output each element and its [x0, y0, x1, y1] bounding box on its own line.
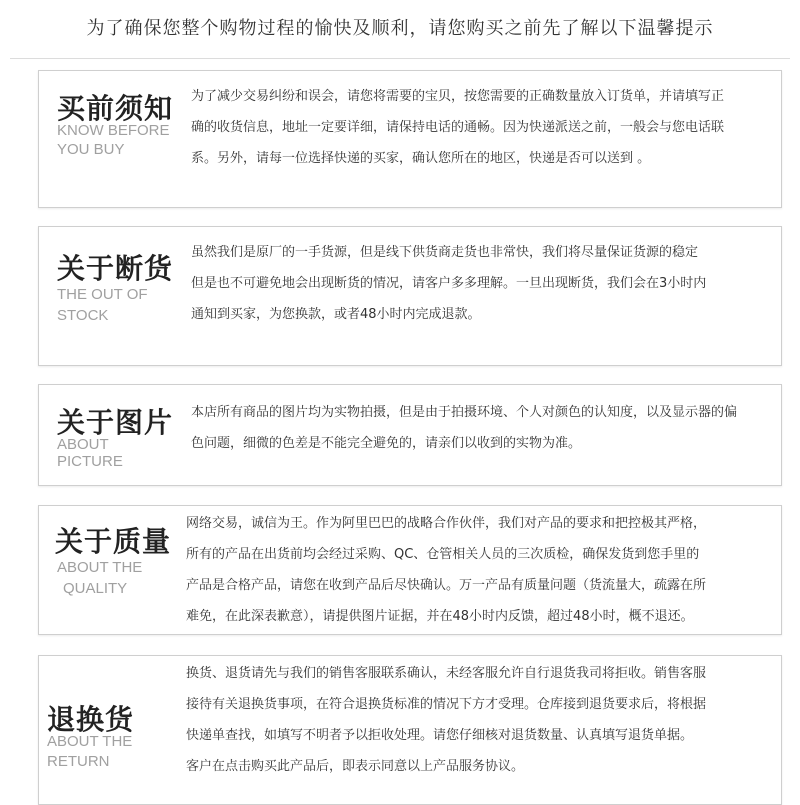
body-line: 为了减少交易纠纷和误会，请您将需要的宝贝，按您需要的正确数量放入订货单，并请填写正: [191, 89, 725, 104]
section-about-picture: [38, 384, 782, 486]
section-body: [191, 81, 765, 174]
header-divider: [10, 58, 790, 59]
section-subtitle-line-1: ABOUT THE: [47, 733, 133, 750]
page-header-notice: 为了确保您整个购物过程的愉快及顺利，请您购买之前先了解以下温馨提示: [86, 18, 714, 39]
section-title: 关于断货: [57, 252, 174, 285]
body-line: 难免，在此深表歉意），请提供图片证据，并在48小时内反馈，超过48小时，概不退还。: [186, 609, 694, 624]
body-line: 换货、退货请先与我们的销售客服联系确认，未经客服允许自行退货我司将拒收。销售客服: [186, 666, 707, 681]
section-body: [186, 658, 765, 782]
body-line: 色问题，细微的色差是不能完全避免的，请亲们以收到的实物为准。: [191, 436, 582, 451]
body-line: 客户在点击购买此产品后，即表示同意以上产品服务协议。: [186, 759, 525, 774]
section-subtitle-line-2: RETURN: [47, 753, 110, 770]
section-subtitle-line-2: STOCK: [57, 307, 109, 324]
section-title: 关于图片: [57, 406, 174, 439]
body-line: 所有的产品在出货前均会经过采购、QC、仓管相关人员的三次质检，确保发货到您手里的: [186, 547, 700, 562]
body-line: 虽然我们是原厂的一手货源，但是线下供货商走货也非常快，我们将尽量保证货源的稳定: [191, 245, 699, 260]
section-subtitle-line-1: ABOUT THE: [57, 559, 143, 576]
section-subtitle-line-2: QUALITY: [63, 580, 128, 597]
section-about-return: [38, 655, 782, 805]
body-line: 系。另外，请每一位选择快递的买家，确认您所在的地区，快递是否可以送到 。: [191, 151, 651, 166]
section-body: [191, 397, 765, 459]
body-line: 本店所有商品的图片均为实物拍摄，但是由于拍摄环境、个人对颜色的认知度，以及显示器的偏: [191, 405, 738, 420]
section-subtitle-line-1: KNOW BEFORE: [57, 122, 170, 139]
section-body: [186, 508, 765, 632]
section-know-before-you-buy: [38, 70, 782, 208]
body-line: 产品是合格产品，请您在收到产品后尽快确认。万一产品有质量问题（货流量大，疏露在所: [186, 578, 707, 593]
section-subtitle-line-1: ABOUT: [57, 436, 109, 453]
body-line: 通知到买家，为您换款，或者48小时内完成退款。: [191, 307, 481, 322]
section-title: 关于质量: [55, 525, 172, 558]
body-line: 快递单查找，如填写不明者予以拒收处理。请您仔细核对退货数量、认真填写退货单据。: [186, 728, 694, 743]
section-title: 买前须知: [57, 92, 174, 125]
section-body: [191, 237, 765, 330]
body-line: 但是也不可避免地会出现断货的情况，请客户多多理解。一旦出现断货，我们会在3小时内: [191, 276, 707, 291]
section-title: 退换货: [47, 703, 135, 736]
section-out-of-stock: [38, 226, 782, 366]
section-subtitle-line-1: THE OUT OF: [57, 286, 148, 303]
body-line: 确的收货信息，地址一定要详细，请保持电话的通畅。因为快递派送之前，一般会与您电话联: [191, 120, 725, 135]
body-line: 接待有关退换货事项，在符合退换货标准的情况下方才受理。仓库接到退货要求后，将根据: [186, 697, 707, 712]
section-subtitle-line-2: PICTURE: [57, 453, 123, 470]
body-line: 网络交易，诚信为王。作为阿里巴巴的战略合作伙伴，我们对产品的要求和把控极其严格，: [186, 516, 707, 531]
section-about-quality: [38, 505, 782, 635]
section-subtitle-line-2: YOU BUY: [57, 141, 125, 158]
